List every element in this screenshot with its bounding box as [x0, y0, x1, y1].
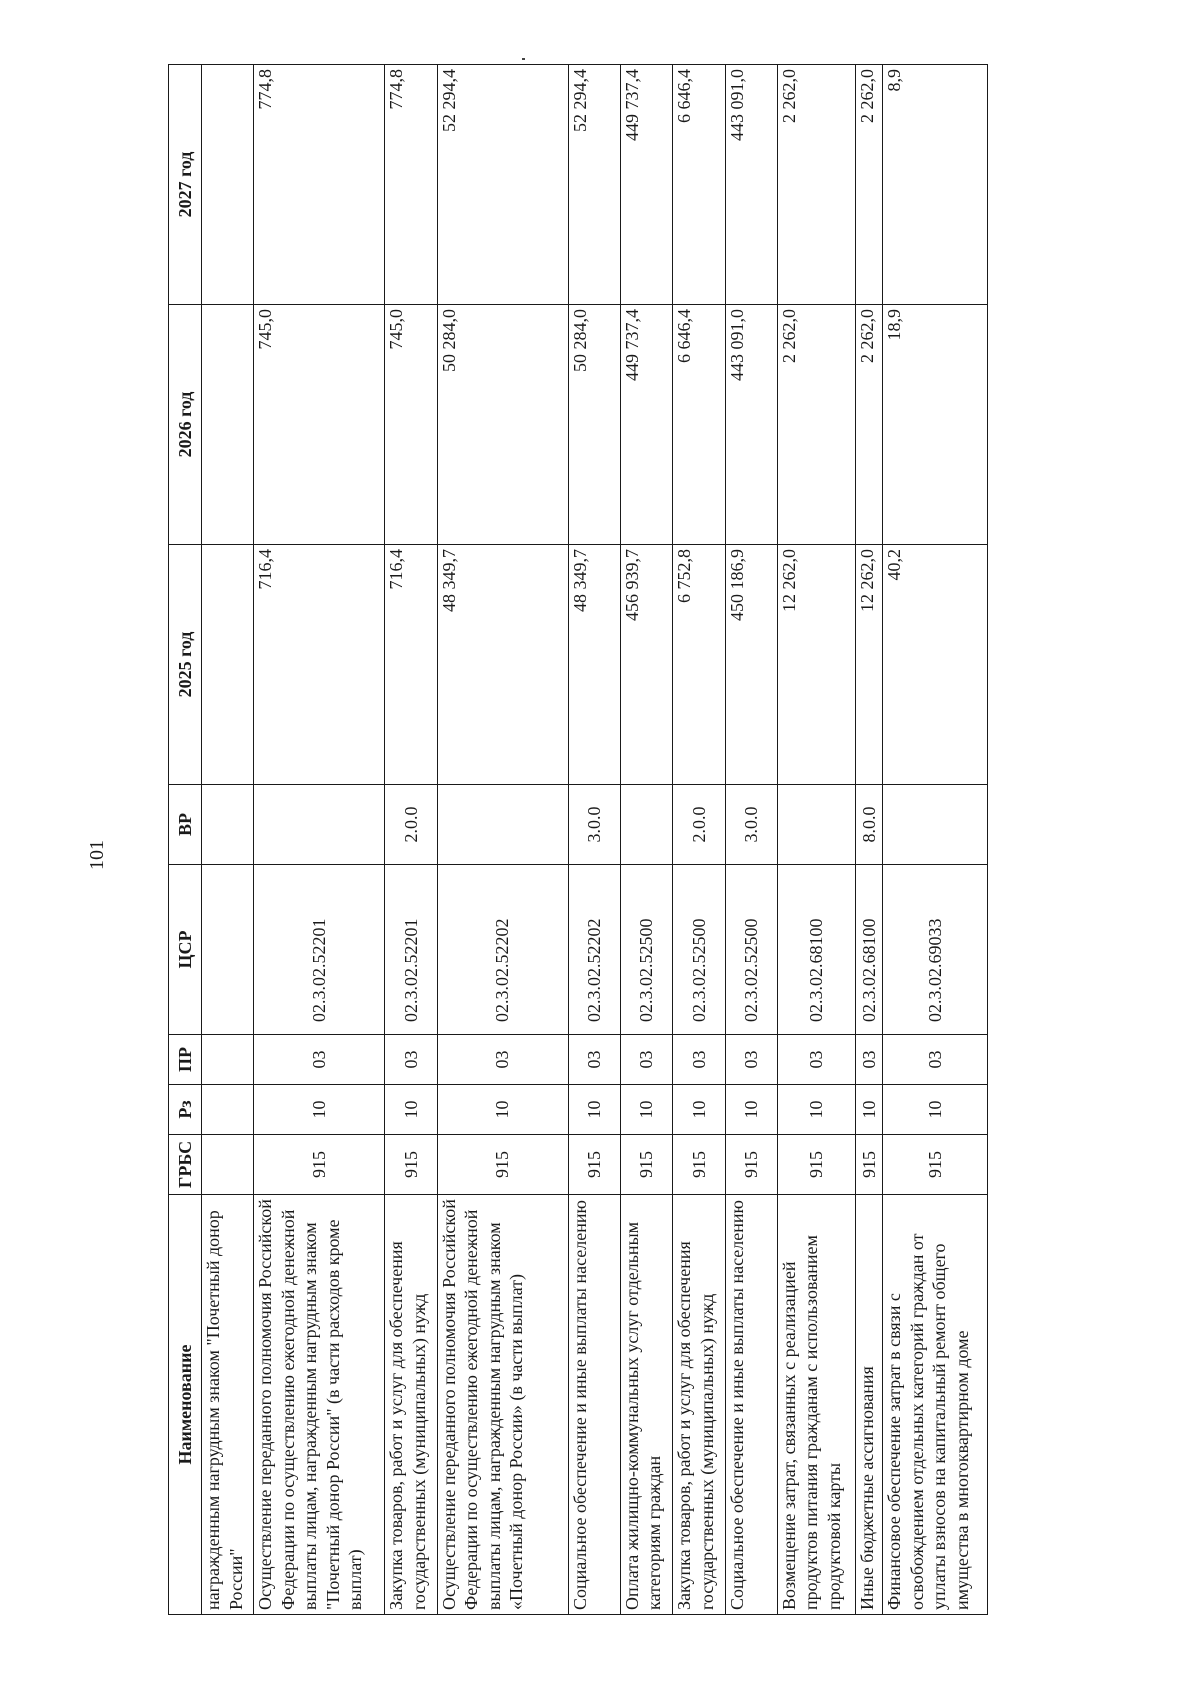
cell-2025: 450 186,9 — [725, 545, 777, 785]
cell-2025: 716,4 — [385, 545, 437, 785]
cell-2026: 50 284,0 — [437, 305, 568, 545]
cell-2026: 6 646,4 — [673, 305, 725, 545]
table-row — [620, 65, 672, 1615]
cell-2025: 40,2 — [883, 545, 988, 785]
cell-2025 — [202, 545, 254, 785]
cell-csr: 02.3.02.52202 — [437, 865, 568, 1035]
cell-vr — [202, 785, 254, 865]
cell-csr: 02.3.02.52500 — [620, 865, 672, 1035]
cell-pr: 03 — [883, 1035, 988, 1085]
cell-2025: 12 262,0 — [855, 545, 882, 785]
header-rz: Рз — [169, 1085, 202, 1135]
cell-grbs: 915 — [777, 1135, 855, 1195]
cell-2026: 443 091,0 — [725, 305, 777, 545]
table-row — [777, 65, 855, 1615]
cell-grbs: 915 — [620, 1135, 672, 1195]
page-number: 101 — [86, 840, 108, 870]
cell-vr: 2.0.0 — [385, 785, 437, 865]
cell-2027: 6 646,4 — [673, 65, 725, 305]
cell-vr — [883, 785, 988, 865]
cell-rz: 10 — [855, 1085, 882, 1135]
table-row — [883, 65, 988, 1615]
cell-name: Закупка товаров, работ и услуг для обеспечения государственных (муниципальных) нужд — [385, 1195, 437, 1615]
cell-pr: 03 — [777, 1035, 855, 1085]
cell-rz: 10 — [673, 1085, 725, 1135]
cell-csr: 02.3.02.68100 — [777, 865, 855, 1035]
cell-grbs: 915 — [883, 1135, 988, 1195]
cell-vr — [777, 785, 855, 865]
cell-2027: 449 737,4 — [620, 65, 672, 305]
header-2026: 2026 год — [169, 305, 202, 545]
cell-pr: 03 — [725, 1035, 777, 1085]
cell-name: Социальное обеспечение и иные выплаты населению — [568, 1195, 620, 1615]
cell-2026: 745,0 — [385, 305, 437, 545]
cell-2025: 48 349,7 — [437, 545, 568, 785]
budget-table-rotated — [168, 65, 988, 1615]
cell-2025: 48 349,7 — [568, 545, 620, 785]
cell-vr: 8.0.0 — [855, 785, 882, 865]
cell-2025: 716,4 — [254, 545, 385, 785]
cell-pr: 03 — [568, 1035, 620, 1085]
header-2027: 2027 год — [169, 65, 202, 305]
cell-name: Иные бюджетные ассигнования — [855, 1195, 882, 1615]
header-vr: ВР — [169, 785, 202, 865]
cell-rz: 10 — [777, 1085, 855, 1135]
cell-csr: 02.3.02.68100 — [855, 865, 882, 1035]
cell-vr — [254, 785, 385, 865]
cell-2026: 18,9 — [883, 305, 988, 545]
table-row — [202, 65, 254, 1615]
cell-2027: 52 294,4 — [437, 65, 568, 305]
cell-grbs: 915 — [673, 1135, 725, 1195]
cell-pr: 03 — [620, 1035, 672, 1085]
cell-2027 — [202, 65, 254, 305]
cell-rz — [202, 1085, 254, 1135]
cell-2026 — [202, 305, 254, 545]
cell-vr: 3.0.0 — [568, 785, 620, 865]
table-row — [385, 65, 437, 1615]
cell-2026: 449 737,4 — [620, 305, 672, 545]
cell-csr: 02.3.02.52500 — [725, 865, 777, 1035]
table-row — [254, 65, 385, 1615]
cell-grbs: 915 — [385, 1135, 437, 1195]
cell-name: Финансовое обеспечение затрат в связи с освобождением отдельных категорий граждан от уплаты взносов на капитальный ремонт общего имущества в многоквартирном доме — [883, 1195, 988, 1615]
cell-vr: 3.0.0 — [725, 785, 777, 865]
cell-name: Осуществление переданного полномочия Российской Федерации по осуществлению ежегодной денежной выплаты лицам, награжденным нагрудным знаком «Почетный донор России» (в части выплат) — [437, 1195, 568, 1615]
cell-rz: 10 — [568, 1085, 620, 1135]
cell-csr — [202, 865, 254, 1035]
cell-2025: 12 262,0 — [777, 545, 855, 785]
header-pr: ПР — [169, 1035, 202, 1085]
cell-grbs — [202, 1135, 254, 1195]
cell-2027: 774,8 — [385, 65, 437, 305]
cell-rz: 10 — [437, 1085, 568, 1135]
table-row — [673, 65, 725, 1615]
cell-2027: 8,9 — [883, 65, 988, 305]
table-row — [437, 65, 568, 1615]
cell-name: Возмещение затрат, связанных с реализацией продуктов питания гражданам с использованием продуктовой карты — [777, 1195, 855, 1615]
cell-2027: 2 262,0 — [855, 65, 882, 305]
cell-name: Оплата жилищно-коммунальных услуг отдельным категориям граждан — [620, 1195, 672, 1615]
cell-pr: 03 — [855, 1035, 882, 1085]
cell-name: Социальное обеспечение и иные выплаты населению — [725, 1195, 777, 1615]
cell-csr: 02.3.02.69033 — [883, 865, 988, 1035]
cell-2027: 443 091,0 — [725, 65, 777, 305]
cell-pr: 03 — [254, 1035, 385, 1085]
cell-2027: 2 262,0 — [777, 65, 855, 305]
cell-rz: 10 — [385, 1085, 437, 1135]
cell-2027: 774,8 — [254, 65, 385, 305]
header-grbs: ГРБС — [169, 1135, 202, 1195]
cell-2026: 2 262,0 — [777, 305, 855, 545]
cell-rz: 10 — [254, 1085, 385, 1135]
cell-name: награжденным нагрудным знаком "Почетный донор России" — [202, 1195, 254, 1615]
cell-pr: 03 — [673, 1035, 725, 1085]
cell-csr: 02.3.02.52201 — [385, 865, 437, 1035]
table-header-row — [169, 65, 202, 1615]
cell-2026: 50 284,0 — [568, 305, 620, 545]
cell-name: Осуществление переданного полномочия Российской Федерации по осуществлению ежегодной денежной выплаты лицам, награжденным нагрудным знаком "Почетный донор России" (в части расходов кроме выплат) — [254, 1195, 385, 1615]
cell-rz: 10 — [883, 1085, 988, 1135]
cell-2025: 6 752,8 — [673, 545, 725, 785]
cell-rz: 10 — [725, 1085, 777, 1135]
header-2025: 2025 год — [169, 545, 202, 785]
cell-vr — [620, 785, 672, 865]
cell-csr: 02.3.02.52500 — [673, 865, 725, 1035]
cell-rz: 10 — [620, 1085, 672, 1135]
table-row — [568, 65, 620, 1615]
cell-2025: 456 939,7 — [620, 545, 672, 785]
cell-pr: 03 — [437, 1035, 568, 1085]
cell-name: Закупка товаров, работ и услуг для обеспечения государственных (муниципальных) нужд — [673, 1195, 725, 1615]
header-name: Наименование — [169, 1195, 202, 1615]
cell-pr: 03 — [385, 1035, 437, 1085]
cell-pr — [202, 1035, 254, 1085]
cell-2026: 2 262,0 — [855, 305, 882, 545]
table-row — [725, 65, 777, 1615]
table-row — [855, 65, 882, 1615]
cell-grbs: 915 — [254, 1135, 385, 1195]
budget-table — [168, 64, 988, 1615]
cell-grbs: 915 — [725, 1135, 777, 1195]
cell-csr: 02.3.02.52201 — [254, 865, 385, 1035]
cell-grbs: 915 — [855, 1135, 882, 1195]
cell-grbs: 915 — [437, 1135, 568, 1195]
header-csr: ЦСР — [169, 865, 202, 1035]
cell-2026: 745,0 — [254, 305, 385, 545]
cell-2027: 52 294,4 — [568, 65, 620, 305]
cell-vr: 2.0.0 — [673, 785, 725, 865]
cell-grbs: 915 — [568, 1135, 620, 1195]
cell-vr — [437, 785, 568, 865]
scan-speck — [522, 58, 525, 60]
cell-csr: 02.3.02.52202 — [568, 865, 620, 1035]
